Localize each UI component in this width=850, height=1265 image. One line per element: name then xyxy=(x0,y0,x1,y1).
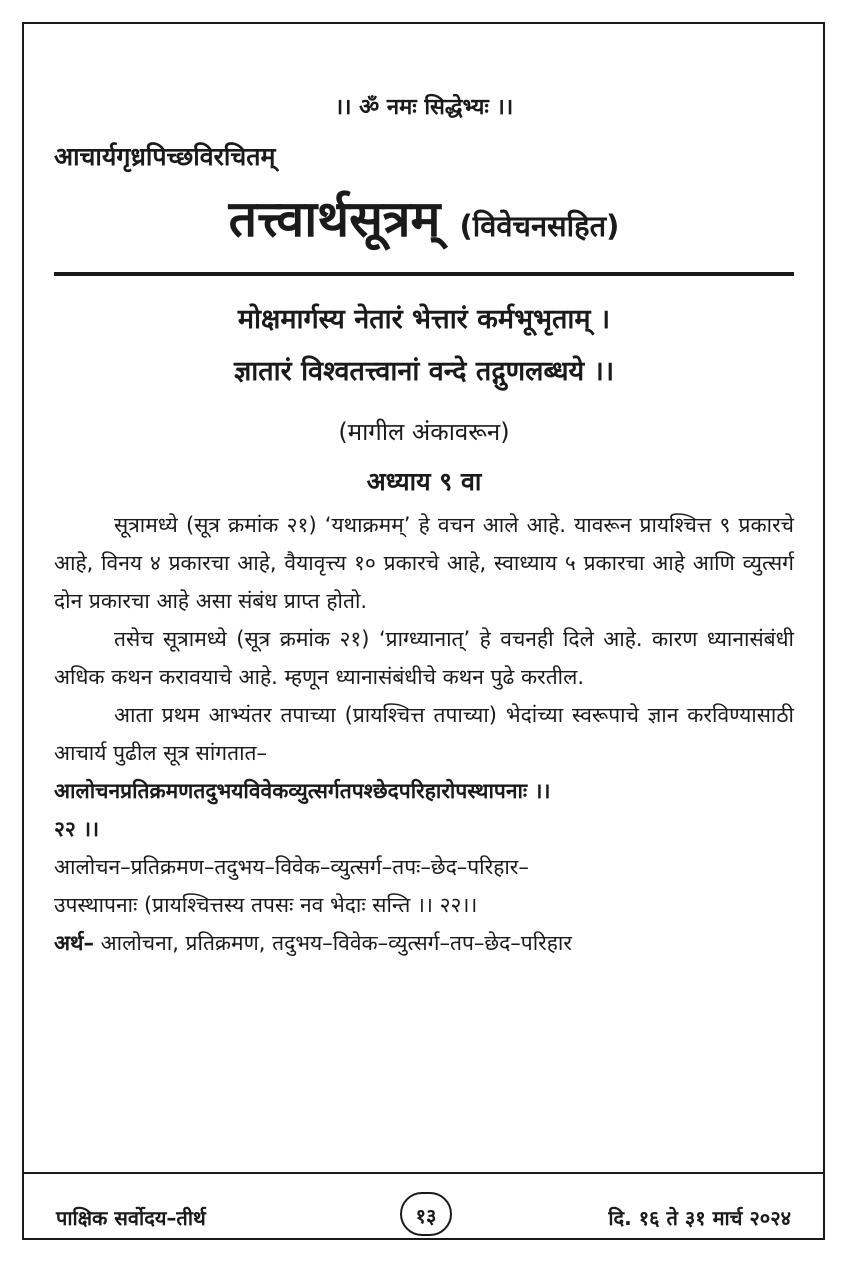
author-line: आचार्यगृध्रपिच्छविरचितम् xyxy=(54,142,276,171)
footer-date: दि. १६ ते ३१ मार्च २०२४ xyxy=(608,1206,791,1230)
footer-publication: पाक्षिक सर्वोदय–तीर्थ xyxy=(56,1206,206,1230)
paragraph-2: तसेच सूत्रामध्ये (सूत्र क्रमांक २१) ‘प्राग्ध्यानात्’ हे वचनही दिले आहे. कारण ध्यानासंबंधी अधिक कथन करावयाचे आहे. म्हणून ध्यानासंबंधीचे कथन पुढे करतील. xyxy=(54,627,794,689)
gloss-line-2: उपस्थापनाः (प्रायश्चित्तस्य तपसः नव भेदाः सन्ति ।। २२।। xyxy=(54,893,478,917)
verse-line-2: ज्ञातारं विश्वतत्त्वानां वन्दे तद्गुणलब्धये ।। xyxy=(233,356,615,387)
sutra-line-2: २२ ।। xyxy=(54,817,100,841)
page-footer xyxy=(24,1190,823,1250)
page-title: तत्त्वार्थसूत्रम् xyxy=(228,190,441,248)
meaning-label: अर्थ– xyxy=(54,931,94,955)
footer-divider xyxy=(24,1172,823,1174)
sutra-line-1: आलोचनप्रतिक्रमणतदुभयविवेकव्युत्सर्गतपश्छेदपरिहारोपस्थापनाः ।। xyxy=(54,779,551,803)
paragraph-1: सूत्रामध्ये (सूत्र क्रमांक २१) ‘यथाक्रमम्’ हे वचन आले आहे. यावरून प्रायश्चित्त ९ प्रकारचे आहे, विनय ४ प्रकारचा आहे, वैयावृत्त्य १० प्रकारचे आहे, स्वाध्याय ५ प्रकारचा आहे आणि व्युत्सर्ग दोन प्रकारचा आहे असा संबंध प्राप्त होतो. xyxy=(54,513,794,613)
title-divider xyxy=(54,272,794,276)
chapter-heading: अध्याय ९ वा xyxy=(366,467,482,496)
title-row xyxy=(54,184,794,254)
page-number: १३ xyxy=(400,1192,452,1236)
invocation: ।। ॐ नमः सिद्धेभ्यः ।। xyxy=(334,95,514,120)
page-frame xyxy=(22,22,825,1240)
meaning-text: आलोचना, प्रतिक्रमण, तदुभय–विवेक–व्युत्सर्ग–तप–छेद–परिहार xyxy=(93,931,572,955)
gloss-line-1: आलोचन–प्रतिक्रमण–तदुभय–विवेक–व्युत्सर्ग–तपः–छेद–परिहार– xyxy=(54,855,529,879)
verse-line-1: मोक्षमार्गस्य नेतारं भेत्तारं कर्मभूभृताम् । xyxy=(237,304,611,335)
continuation-note: (मागील अंकावरून) xyxy=(338,418,510,446)
meaning-line xyxy=(54,924,794,962)
page-content xyxy=(54,24,794,962)
paragraph-3: आता प्रथम आभ्यंतर तपाच्या (प्रायश्चित्त तपाच्या) भेदांच्या स्वरूपाचे ज्ञान करविण्यासाठी आचार्य पुढील सूत्र सांगतात– xyxy=(54,703,794,765)
page-subtitle: (विवेचनसहित) xyxy=(459,209,620,243)
